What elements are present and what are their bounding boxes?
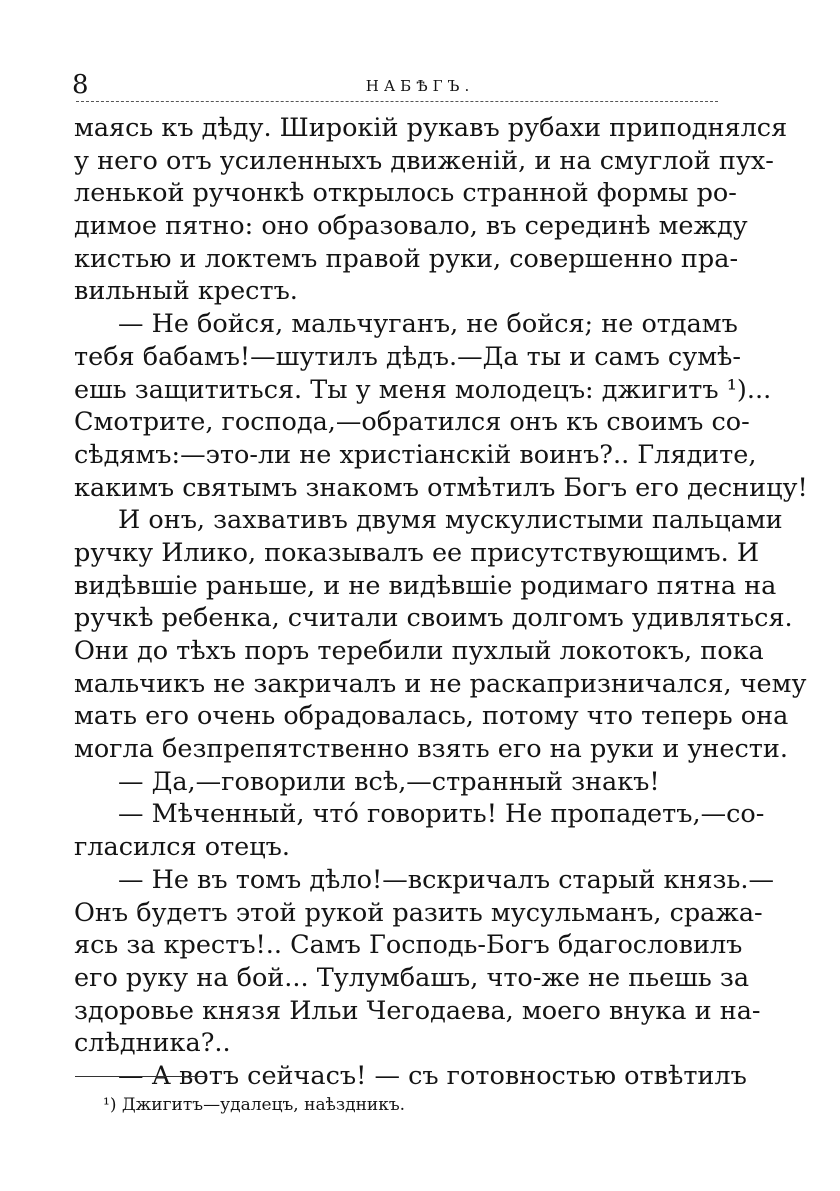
text-line: здоровье князя Ильи Чегодаева, моего внука и на-	[74, 995, 761, 1026]
text-line: могла безпрепятственно взять его на руки и унести.	[74, 734, 788, 765]
text-line: ясь за крестъ!.. Самъ Господь-Богъ бдагословилъ	[74, 930, 743, 961]
text-line: димое пятно: оно образовало, въ серединѣ между	[74, 211, 748, 242]
footnote: ¹) Джигитъ—удалецъ, наѣздникъ.	[103, 1095, 406, 1115]
text-line: ленькой ручонкѣ открылось странной формы ро-	[74, 178, 737, 209]
text-line: тебя бабамъ!—шутилъ дѣдъ.—Да ты и самъ сумѣ-	[74, 341, 742, 372]
text-line: какимъ святымъ знакомъ отмѣтилъ Богъ его десницу!	[74, 472, 808, 503]
text-line: мальчикъ не закричалъ и не раскапризничался, чему	[74, 668, 807, 699]
text-line: у него отъ усиленныхъ движеній, и на смуглой пух-	[74, 145, 774, 176]
text-line: ешь защититься. Ты у меня молодецъ: джигитъ ¹)...	[74, 374, 772, 405]
text-line: — Не въ томъ дѣло!—вскричалъ старый князь.—	[118, 864, 774, 895]
text-line: Смотрите, господа,—обратился онъ къ своимъ со-	[74, 407, 750, 438]
text-line: — Мѣченный, что́ говорить! Не пропадетъ,—со-	[118, 799, 765, 830]
text-line: сѣдямъ:—это-ли не христіанскій воинъ?.. Глядите,	[74, 439, 757, 470]
text-line: Онъ будетъ этой рукой разить мусульманъ, сража-	[74, 897, 763, 928]
text-line: Они до тѣхъ поръ теребили пухлый локотокъ, пока	[74, 636, 764, 666]
footnote-rule	[75, 1076, 205, 1077]
text-line: видѣвшіе раньше, и не видѣвшіе родимаго пятна на	[74, 570, 777, 601]
text-line: ручкѣ ребенка, считали своимъ долгомъ удивляться.	[74, 603, 793, 634]
body-text	[74, 112, 808, 1093]
text-line: слѣдника?..	[74, 1028, 231, 1059]
text-line: маясь къ дѣду. Широкій рукавъ рубахи приподнялся	[74, 113, 788, 143]
text-line: — Да,—говорили всѣ,—странный знакъ!	[118, 766, 660, 797]
text-line: кистью и локтемъ правой руки, совершенно пра-	[74, 243, 739, 274]
text-line: И онъ, захвативъ двумя мускулистыми пальцами	[118, 505, 783, 536]
text-line: его руку на бой... Тулумбашъ, что-же не пьешь за	[74, 962, 750, 993]
text-line: ручку Илико, показывалъ ее присутствующимъ. И	[74, 537, 760, 568]
text-line: мать его очень обрадовалась, потому что теперь она	[74, 701, 789, 732]
text-line: вильный крестъ.	[74, 276, 298, 307]
header-rule	[76, 101, 718, 102]
text-line: гласился отецъ.	[74, 832, 290, 863]
text-line: — Не бойся, мальчуганъ, не бойся; не отдамъ	[118, 309, 738, 340]
running-title: НАБѢГЪ.	[365, 77, 475, 95]
page-number: 8	[72, 70, 89, 100]
text-line: — А вотъ сейчасъ! — съ готовностью отвѣтилъ	[118, 1060, 747, 1091]
